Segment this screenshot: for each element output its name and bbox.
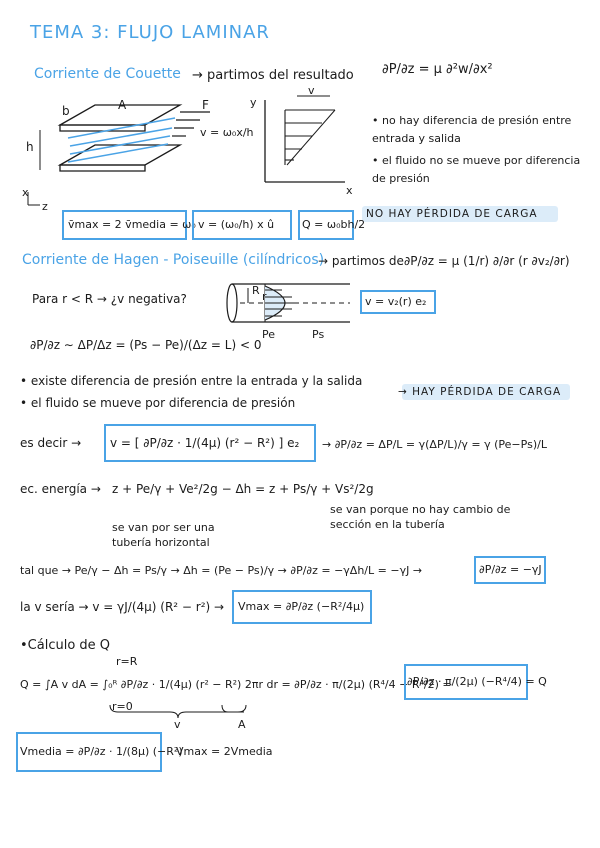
hagen-bullet-1: • existe diferencia de presión entre la entrada y la salida bbox=[20, 374, 363, 388]
v-seria: la v sería → v = γJ/(4μ) (R² − r²) → bbox=[20, 600, 225, 614]
couette-bullet-1-text: no hay diferencia de presión entre entrada y salida bbox=[372, 114, 572, 145]
plate-label-b: b bbox=[62, 104, 70, 118]
velocity-field: v = v₂(r) e₂ bbox=[365, 295, 427, 308]
q-heading: •Cálculo de Q bbox=[20, 638, 111, 653]
couette-conclusion: NO HAY PÉRDIDA DE CARGA bbox=[366, 208, 538, 220]
q-limit-lower: r=0 bbox=[112, 700, 133, 713]
plate-label-h: h bbox=[26, 140, 34, 154]
hagen-equation: ∂P/∂z = μ (1/r) ∂/∂r (r ∂v₂/∂r) bbox=[404, 254, 570, 268]
couette-bullet-2-text: el fluido no se mueve por diferencia de presión bbox=[372, 154, 581, 185]
hagen-bullet-2-text: el fluido se mueve por diferencia de presión bbox=[30, 396, 296, 410]
energy-note-left: se van por ser una tubería horizontal bbox=[112, 521, 215, 549]
pipe-label-Pe: Pe bbox=[262, 328, 276, 341]
pressure-gradient: ∂P/∂z ∼ ΔP/Δz = (Ps − Pe)/(Δz = L) < 0 bbox=[30, 338, 262, 352]
q-equation: Q = ∫A v dA = ∫₀ᴿ ∂P/∂z · 1/(4μ) (r² − R²) 2πr dr = ∂P/∂z · π/(2μ) (R⁴/4 − R⁴/2) = bbox=[20, 678, 452, 691]
pipe-label-r: r bbox=[262, 290, 267, 303]
es-decir: es decir → bbox=[20, 436, 82, 450]
energy-equation: z + Pe/γ + Ve²/2g − Δh = z + Ps/γ + Vs²/2g bbox=[112, 482, 374, 496]
tal-que: tal que → Pe/γ − Δh = Ps/γ → Δh = (Pe − Ps)/γ → ∂P/∂z = −γΔh/L = −γJ → bbox=[20, 564, 423, 577]
pipe-label-R: R bbox=[252, 284, 260, 297]
hagen-premise: → partimos de bbox=[318, 254, 404, 268]
plate-label-F: F bbox=[202, 98, 209, 112]
q-brace-label-v: v bbox=[174, 718, 181, 731]
vmax-formula: v̄max = 2 v̄media = ω₀ bbox=[68, 218, 196, 231]
page-title: TEMA 3: FLUJO LAMINAR bbox=[30, 22, 270, 43]
energy-note-right: se van porque no hay cambio de sección en la tubería bbox=[330, 503, 511, 531]
axis-label-x: x bbox=[22, 186, 29, 199]
plot-label-v: v bbox=[308, 84, 315, 97]
q-limit-upper: r=R bbox=[116, 655, 138, 668]
flowrate-formula: Q = ω₀bh/2 bbox=[302, 218, 366, 231]
plate-label-A: A bbox=[118, 98, 127, 112]
vmax-relation: Vmax = 2Vmedia bbox=[176, 745, 273, 758]
velocity-formula: v = (ω₀/h) x û bbox=[198, 218, 275, 231]
hagen-conclusion: → HAY PÉRDIDA DE CARGA bbox=[398, 386, 562, 398]
hagen-bullet-2: • el fluido se mueve por diferencia de presión bbox=[20, 396, 296, 410]
couette-premise: → partimos del resultado bbox=[192, 68, 354, 83]
pipe-label-Ps: Ps bbox=[312, 328, 325, 341]
energy-label: ec. energía → bbox=[20, 482, 101, 496]
q-result: ∂P/∂z · π/(2μ) (−R⁴/4) = Q bbox=[407, 675, 547, 688]
gradient-expansion: → ∂P/∂z = ΔP/L = γ(ΔP/L)/γ = γ (Pe−Ps)/L bbox=[322, 438, 547, 451]
plot-label-x: x bbox=[346, 184, 353, 197]
couette-equation: ∂P/∂z = μ ∂²w/∂x² bbox=[382, 62, 493, 77]
plot-label-y: y bbox=[250, 96, 257, 109]
q-brace-label-A: A bbox=[238, 718, 246, 731]
couette-bullet-2: • el fluido no se mueve por diferencia de presión bbox=[372, 154, 581, 185]
axis-label-z: z bbox=[42, 200, 48, 213]
vmax-hagen: Vmax = ∂P/∂z (−R²/4μ) bbox=[238, 600, 365, 613]
plate-velocity-eq: v = ω₀x/h bbox=[200, 126, 254, 139]
couette-heading: Corriente de Couette bbox=[34, 66, 181, 82]
hagen-heading: Corriente de Hagen - Poiseuille (cilíndricos) bbox=[22, 252, 325, 268]
vmedia-formula: Vmedia = ∂P/∂z · 1/(8μ) (−R²) bbox=[20, 745, 183, 758]
couette-bullet-1: • no hay diferencia de presión entre entrada y salida bbox=[372, 114, 572, 145]
dpdz-result: ∂P/∂z = −γJ bbox=[479, 563, 542, 576]
velocity-profile: v = [ ∂P/∂z · 1/(4μ) (r² − R²) ] e₂ bbox=[110, 436, 300, 450]
hagen-question: Para r < R → ¿v negativa? bbox=[32, 292, 187, 306]
hagen-bullet-1-text: existe diferencia de presión entre la entrada y la salida bbox=[30, 374, 363, 388]
